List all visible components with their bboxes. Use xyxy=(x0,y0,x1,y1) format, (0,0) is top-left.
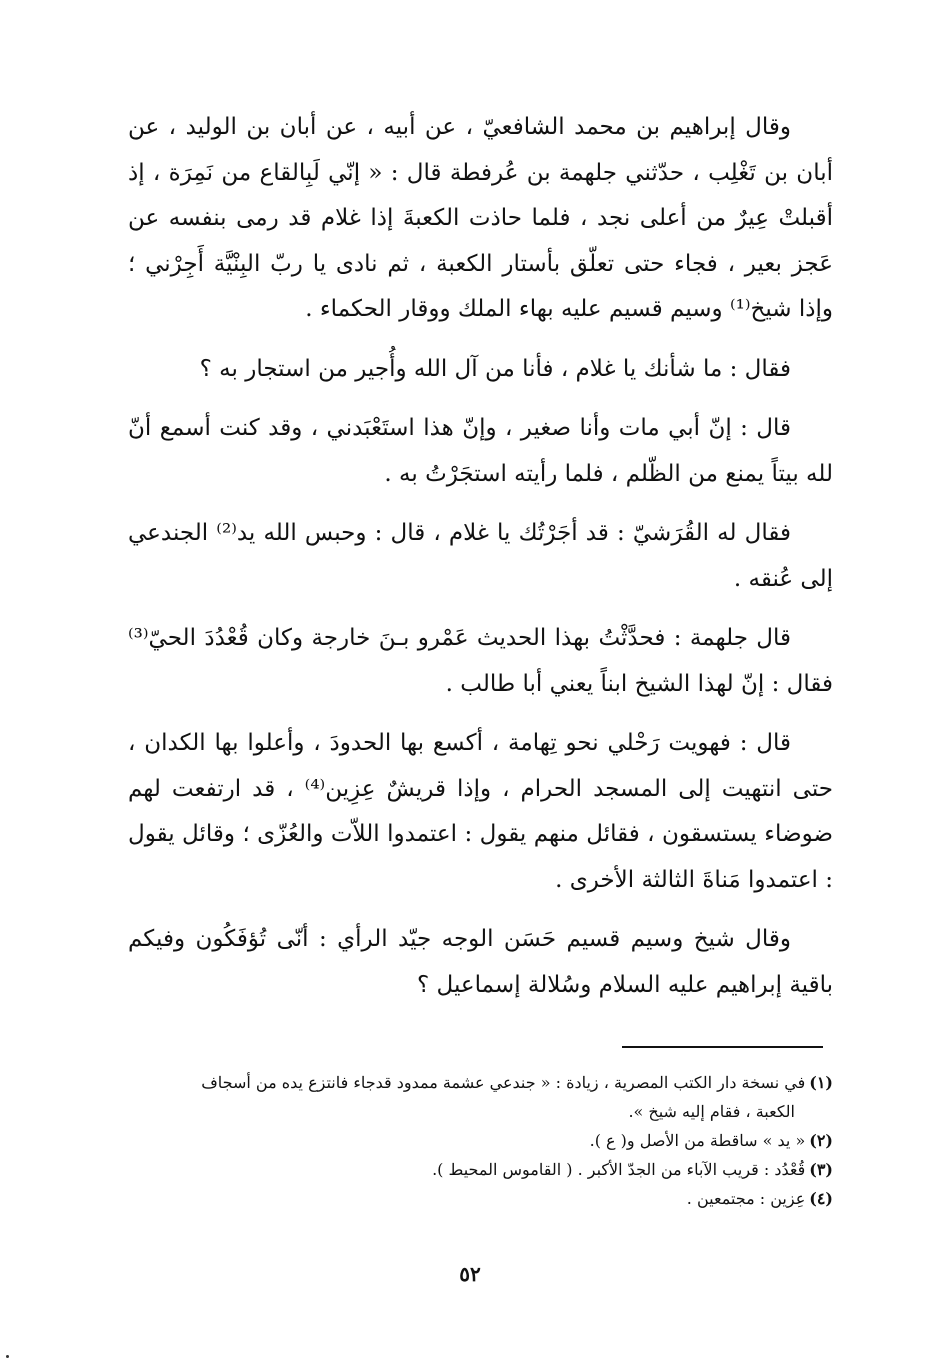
paragraph-2 xyxy=(128,347,833,393)
footnote-text: عِزين : مجتمعين . xyxy=(686,1189,806,1208)
paragraph-4 xyxy=(128,511,833,602)
footnote-text: في نسخة دار الكتب المصرية ، زيادة : « جندعي عشمة ممدود قدجاء فانتزع يده من أسجاف xyxy=(201,1073,806,1092)
paragraph-1 xyxy=(128,105,833,333)
footnote-4 xyxy=(128,1184,833,1213)
text-line: ارتفعت لهم ضوضاء يستسقون ، فقائل منهم يقول : اعتمدوا اللاّت والعُزّى ؛ xyxy=(128,775,834,847)
page-number: ٥٢ xyxy=(459,1262,481,1286)
text-line: وإذا شيخ⁽¹⁾ وسيم قسيم عليه بهاء الملك ووقار الحكماء . xyxy=(305,296,833,322)
text-line: وقال إبراهيم بن محمد الشافعيّ ، عن أبيه ، عن أبان بن الوليد ، عن xyxy=(128,114,791,140)
text-line: أنّ لله بيتاً يمنع من الظّلم ، فلما رأيته استجَرْتُ به . xyxy=(128,415,833,487)
main-text xyxy=(128,105,833,1022)
footnote-2 xyxy=(128,1126,833,1155)
footnote-text: قُعْدُد : قريب الآباء من الجدّ الأكبر . ( القاموس المحيط ). xyxy=(432,1160,806,1179)
text-line: وقال شيخ وسيم قسيم حَسَن الوجه جيّد الرأي : أنّى تُؤفَكُون وفيكم xyxy=(128,926,791,952)
text-line: فقال : ما شأنك يا غلام ، فأنا من آل الله وأُجير من استجار به ؟ xyxy=(199,355,791,382)
footnote-separator xyxy=(622,1046,823,1048)
text-line: قال جلهمة : فحدَّثْتُ بهذا الحديث عَمْرو بـنَ خارجة وكان قُعْدُدَ xyxy=(204,625,791,651)
text-line: عَجز بعير ، فجاء حتى تعلّق بأستار الكعبة ، ثم نادى يا ربّ البِنْيَّة أَجِرْني ؛ xyxy=(128,250,833,277)
paragraph-6 xyxy=(128,721,833,903)
footnote-1 xyxy=(128,1068,833,1097)
text-line: قال : فهويت رَحْلي نحو تِهامة ، أكسع بها الحدودَ ، وأعلوا بها xyxy=(214,730,791,756)
text-line: أبان بن تَغْلِب ، حدّثني جلهمة بن عُرفطة قال : « إنّي لَبِالقاع من نَمِرَة ، إذ xyxy=(128,159,833,186)
footnotes xyxy=(128,1068,833,1213)
footnote-number: (١) xyxy=(809,1073,833,1092)
footnote-text: « يد » ساقطة من الأصل و( ع ). xyxy=(589,1131,806,1150)
text-line: قال : إنّ أبي مات وأنا صغير ، وإنّ هذا استَعْبَدني ، وقد كنت أسمع xyxy=(159,415,791,441)
text-line: الجندعي إلى عُنقه . xyxy=(128,520,833,592)
footnote-number: (٣) xyxy=(809,1160,833,1179)
text-line: وقائل يقول : اعتمدوا مَناةَ الثالثة الأخرى . xyxy=(128,821,833,893)
paragraph-3 xyxy=(128,406,833,497)
paragraph-5 xyxy=(128,616,833,707)
text-line: الكدان ، حتى انتهيت إلى المسجد الحرام ، وإذا قريشٌ عِزِين⁽⁴⁾ ، قد xyxy=(128,730,833,802)
footnote-number: (٤) xyxy=(809,1189,833,1208)
scan-speck xyxy=(6,1355,9,1358)
text-line: فقال له القُرَشيّ : قد أجَرْتُك يا غلام ، قال : وحبس الله يد⁽²⁾ xyxy=(216,520,792,546)
footnote-text: الكعبة ، فقام إليه شيخ ». xyxy=(628,1102,795,1121)
text-line: باقية إبراهيم عليه السلام وسُلالة إسماعيل ؟ xyxy=(417,971,833,998)
paragraph-7 xyxy=(128,917,833,1008)
footnote-number: (٢) xyxy=(809,1131,833,1150)
footnote-1-continuation xyxy=(128,1097,833,1126)
text-line: أقبلتْ عِيرٌ من أعلى نجد ، فلما حاذت الكعبةَ إذا غلام قد رمى بنفسه عن xyxy=(128,205,833,231)
footnote-3 xyxy=(128,1155,833,1184)
text-line: الحيّ⁽³⁾ فقال : إنّ لهذا الشيخ ابناً يعني أبا طالب . xyxy=(128,625,833,697)
